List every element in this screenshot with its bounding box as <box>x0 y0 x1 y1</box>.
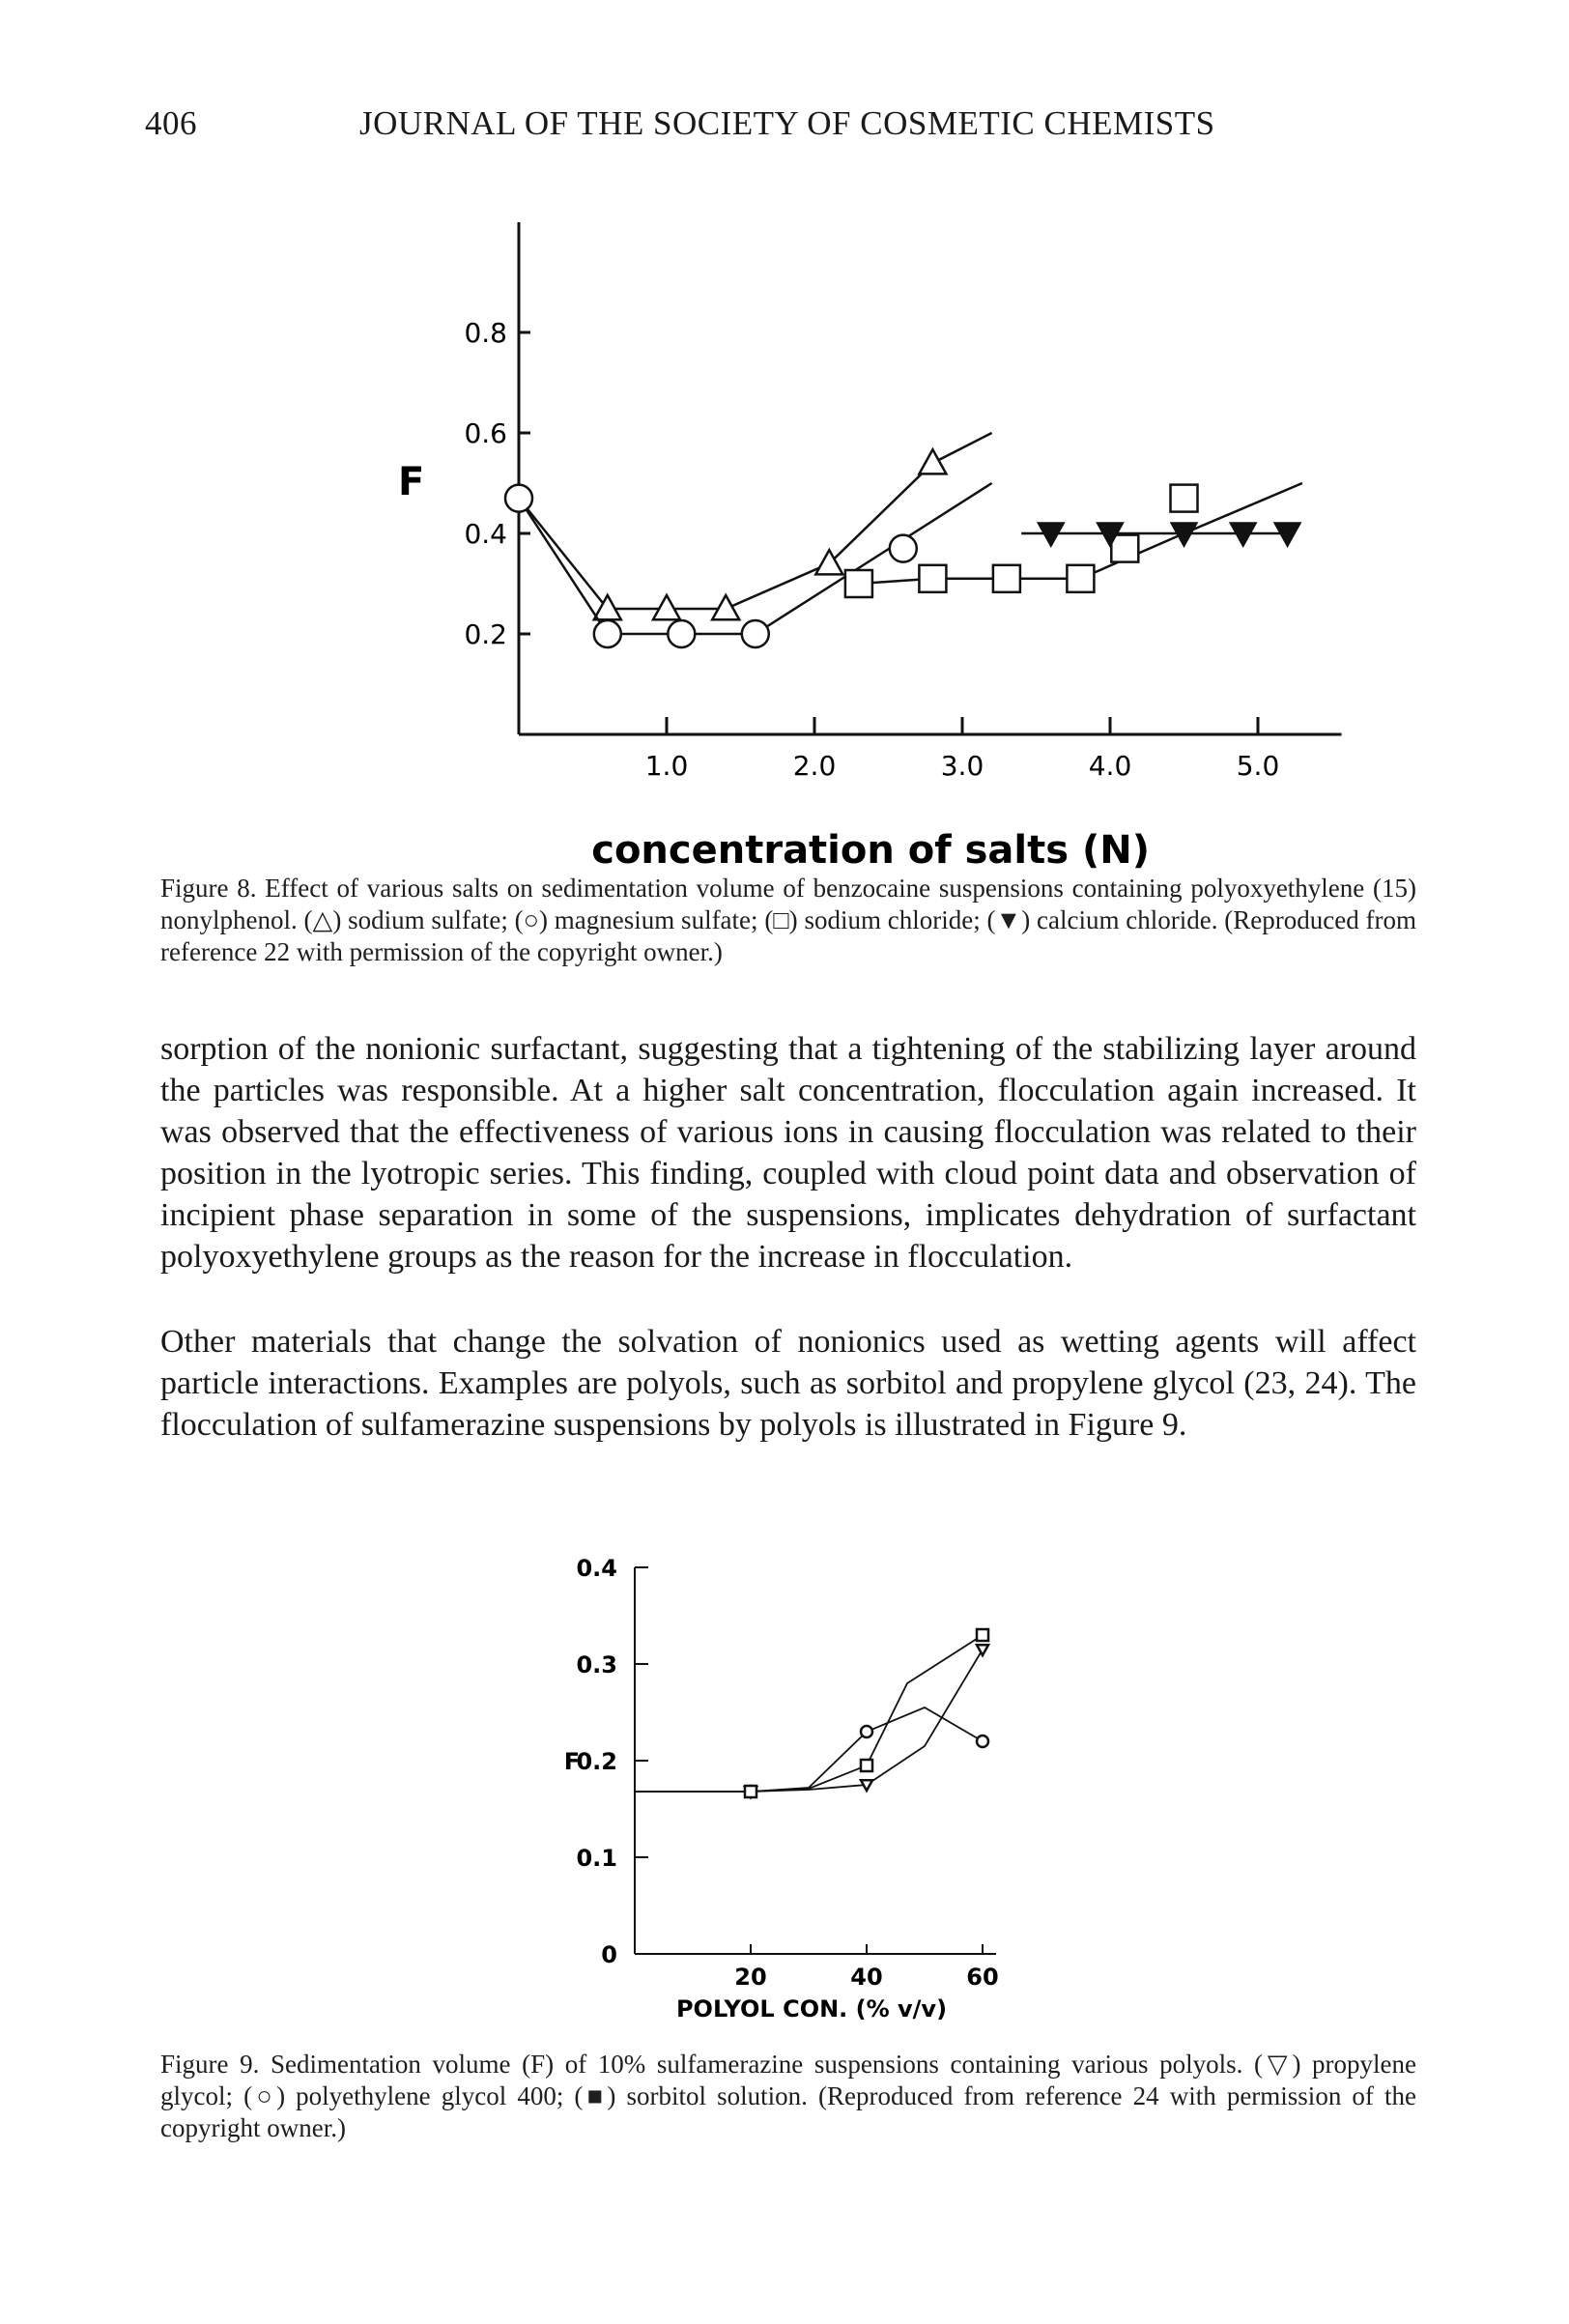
figure-8 <box>0 208 1569 884</box>
y-tick-label: 0.6 <box>464 417 507 449</box>
data-point <box>845 570 872 597</box>
series-line <box>635 1635 983 1792</box>
y-tick-label: 0 <box>601 1941 617 1968</box>
data-point <box>712 595 739 619</box>
series-line <box>635 1650 983 1792</box>
data-point <box>594 620 621 647</box>
data-point <box>890 535 917 562</box>
y-axis-label: F <box>563 1748 581 1775</box>
y-tick-label: 0.4 <box>576 1555 617 1582</box>
figure-9-caption-lead: Figure 9. <box>160 2050 260 2079</box>
paragraph-1-text: sorption of the nonionic surfactant, suggesting that a tightening of the stabilizing layer around the particles was responsible. At a higher salt concentration, flocculation again increased. It was observed that the effectiveness of various ions in causing flocculation was related to their position in the lyotropic series. This finding, coupled with cloud point data and observation of incipient phase separation in some of the suspensions, implicates dehydration of surfactant polyoxyethylene groups as the reason for the increase in flocculation. <box>160 1031 1416 1275</box>
data-point <box>1111 535 1138 562</box>
data-point <box>1038 523 1065 547</box>
page-number: 406 <box>145 104 197 142</box>
body-paragraph-1 <box>160 1028 1416 1277</box>
x-tick-label: 4.0 <box>1088 750 1132 782</box>
figure-8-caption <box>160 873 1416 968</box>
data-point <box>742 620 769 647</box>
data-point <box>919 449 946 473</box>
series-line <box>519 483 992 634</box>
data-point <box>919 565 946 592</box>
x-tick-label: 3.0 <box>940 750 984 782</box>
data-point <box>1274 523 1301 547</box>
x-tick-label: 40 <box>850 1964 883 1991</box>
y-tick-label: 0.2 <box>576 1748 617 1775</box>
data-point <box>861 1760 872 1771</box>
x-tick-label: 1.0 <box>644 750 689 782</box>
y-tick-label: 0.8 <box>464 317 507 349</box>
data-point <box>1067 565 1094 592</box>
x-axis-label: POLYOL CON. (% v/v) <box>675 1995 948 2023</box>
data-point <box>1171 523 1198 547</box>
data-point <box>653 595 680 619</box>
journal-title: JOURNAL OF THE SOCIETY OF COSMETIC CHEMISTS <box>359 104 1215 142</box>
y-axis-label: F <box>398 460 425 504</box>
figure-9-caption-text: Sedimentation volume (F) of 10% sulfamerazine suspensions containing various polyols. (▽) propylene glycol; (○) polyethylene glycol 400; (■) sorbitol solution. (Reproduced from reference 24 with permission of the copyright owner.) <box>160 2050 1417 2142</box>
x-tick-label: 5.0 <box>1236 750 1280 782</box>
y-tick-label: 0.2 <box>464 618 507 650</box>
figure-9-chart <box>0 1474 1569 2024</box>
data-point <box>861 1780 872 1791</box>
y-tick-label: 0.3 <box>576 1651 617 1678</box>
x-axis-label: concentration of salts (N) <box>591 828 1150 873</box>
data-point <box>993 565 1020 592</box>
data-point <box>745 1786 756 1797</box>
y-tick-label: 0.4 <box>464 518 507 550</box>
x-tick-label: 2.0 <box>792 750 837 782</box>
x-tick-label: 20 <box>734 1964 767 1991</box>
x-tick-label: 60 <box>966 1964 999 1991</box>
paragraph-2-text: Other materials that change the solvation of nonionics used as wetting agents will affect particle interactions. Examples are polyols, such as sorbitol and propylene glycol (23, 24). The flocculation of sulfamerazine suspensions by polyols is illustrated in Figure 9. <box>160 1324 1416 1443</box>
data-point <box>861 1726 872 1737</box>
data-point <box>505 485 532 512</box>
figure-8-chart <box>0 208 1569 884</box>
figure-9-caption <box>160 2049 1416 2144</box>
figure-8-caption-lead: Figure 8. <box>160 874 257 903</box>
running-head <box>145 104 1449 153</box>
data-point <box>977 1736 988 1747</box>
figure-8-caption-text: Effect of various salts on sedimentation volume of benzocaine suspensions containing polyoxyethylene (15) nonylphenol. (△) sodium sulfate; (○) magnesium sulfate; (□) sodium chloride; (▼) calcium chloride. (Reproduced from reference 22 with permission of the copyright owner.) <box>160 874 1417 966</box>
body-paragraph-2 <box>160 1321 1416 1446</box>
figure-9 <box>0 1474 1569 2024</box>
data-point <box>1230 523 1257 547</box>
data-point <box>1171 485 1198 512</box>
data-point <box>977 1645 988 1655</box>
y-tick-label: 0.1 <box>576 1845 617 1872</box>
series-line <box>635 1707 983 1792</box>
data-point <box>977 1629 988 1641</box>
data-point <box>668 620 695 647</box>
